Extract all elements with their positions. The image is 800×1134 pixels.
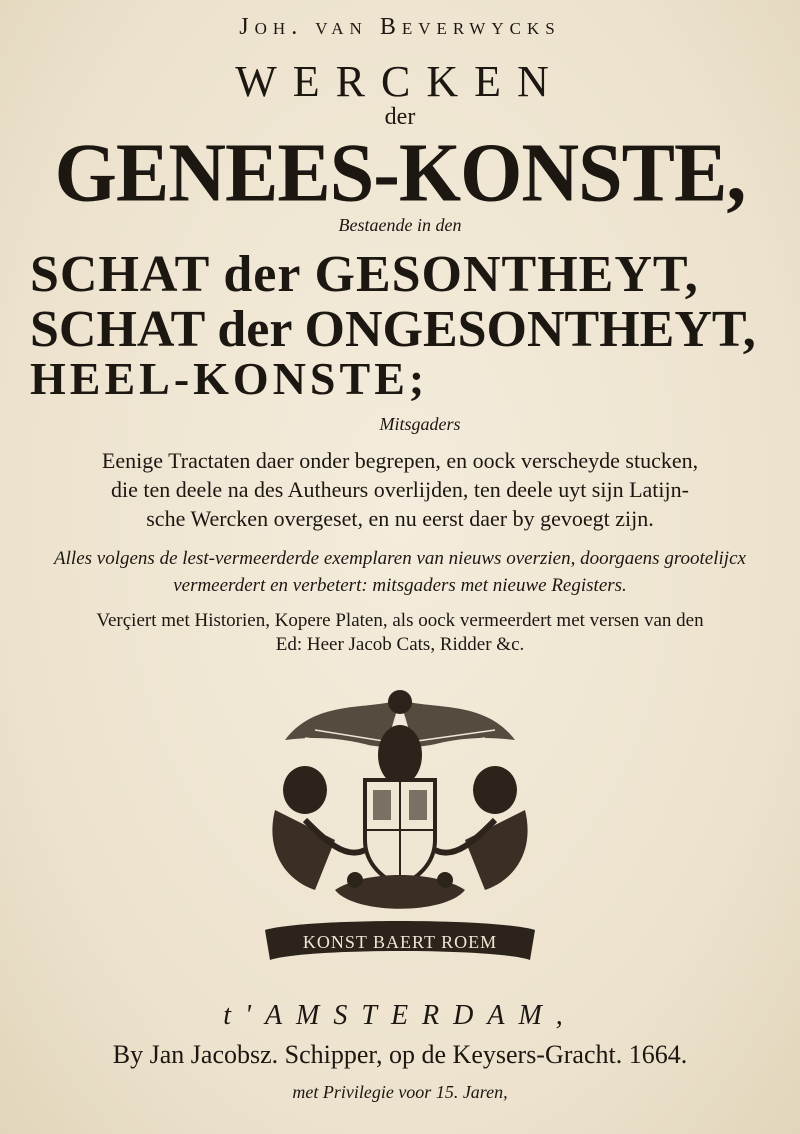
verciert-line-1: Verçiert met Historien, Kopere Platen, als oock vermeerdert met versen van den <box>96 610 704 631</box>
body-line-3: sche Wercken overgeset, en nu eerst daer by gevoegt zijn. <box>146 506 654 531</box>
svg-text:KONST BAERT ROEM: KONST BAERT ROEM <box>302 932 498 952</box>
main-title: GENEES-KONSTE, <box>54 126 746 220</box>
part-schat-ongesontheyt: SCHAT der ONGESONTHEYT, <box>30 301 756 358</box>
printers-emblem <box>245 680 555 980</box>
italic-line-2: vermeerdert en verbetert: mitsgaders met nieuwe Registers. <box>173 575 627 596</box>
privilege-line: met Privilegie voor 15. Jaren, <box>292 1082 508 1102</box>
subtitle-bestaende: Bestaende in den <box>338 215 462 235</box>
mitsgaders-heading: Mitsgaders <box>379 414 461 434</box>
imprint-place: t'AMSTERDAM, <box>223 1000 577 1031</box>
body-line-1: Eenige Tractaten daer onder begrepen, en oock verscheyde stucken, <box>101 448 699 473</box>
title-der: der <box>384 104 416 130</box>
body-line-2: die ten deele na des Autheurs overlijden, ten deele uyt sijn Latijn- <box>111 477 689 502</box>
part-schat-gesontheyt: SCHAT der GESONTHEYT, <box>30 246 699 303</box>
part-heel-konste: HEEL-KONSTE; <box>30 353 429 404</box>
imprint-printer: By Jan Jacobsz. Schipper, op de Keysers-Gracht. 1664. <box>112 1040 688 1069</box>
title-werken: WERCKEN <box>235 57 565 106</box>
italic-line-1: Alles volgens de lest-vermeerderde exemplaren van nieuws overzien, doorgaens grootelijcx <box>54 548 746 569</box>
verciert-line-2: Ed: Heer Jacob Cats, Ridder &c. <box>275 634 525 655</box>
author-line: Joh. van Beverwycks <box>239 14 561 40</box>
